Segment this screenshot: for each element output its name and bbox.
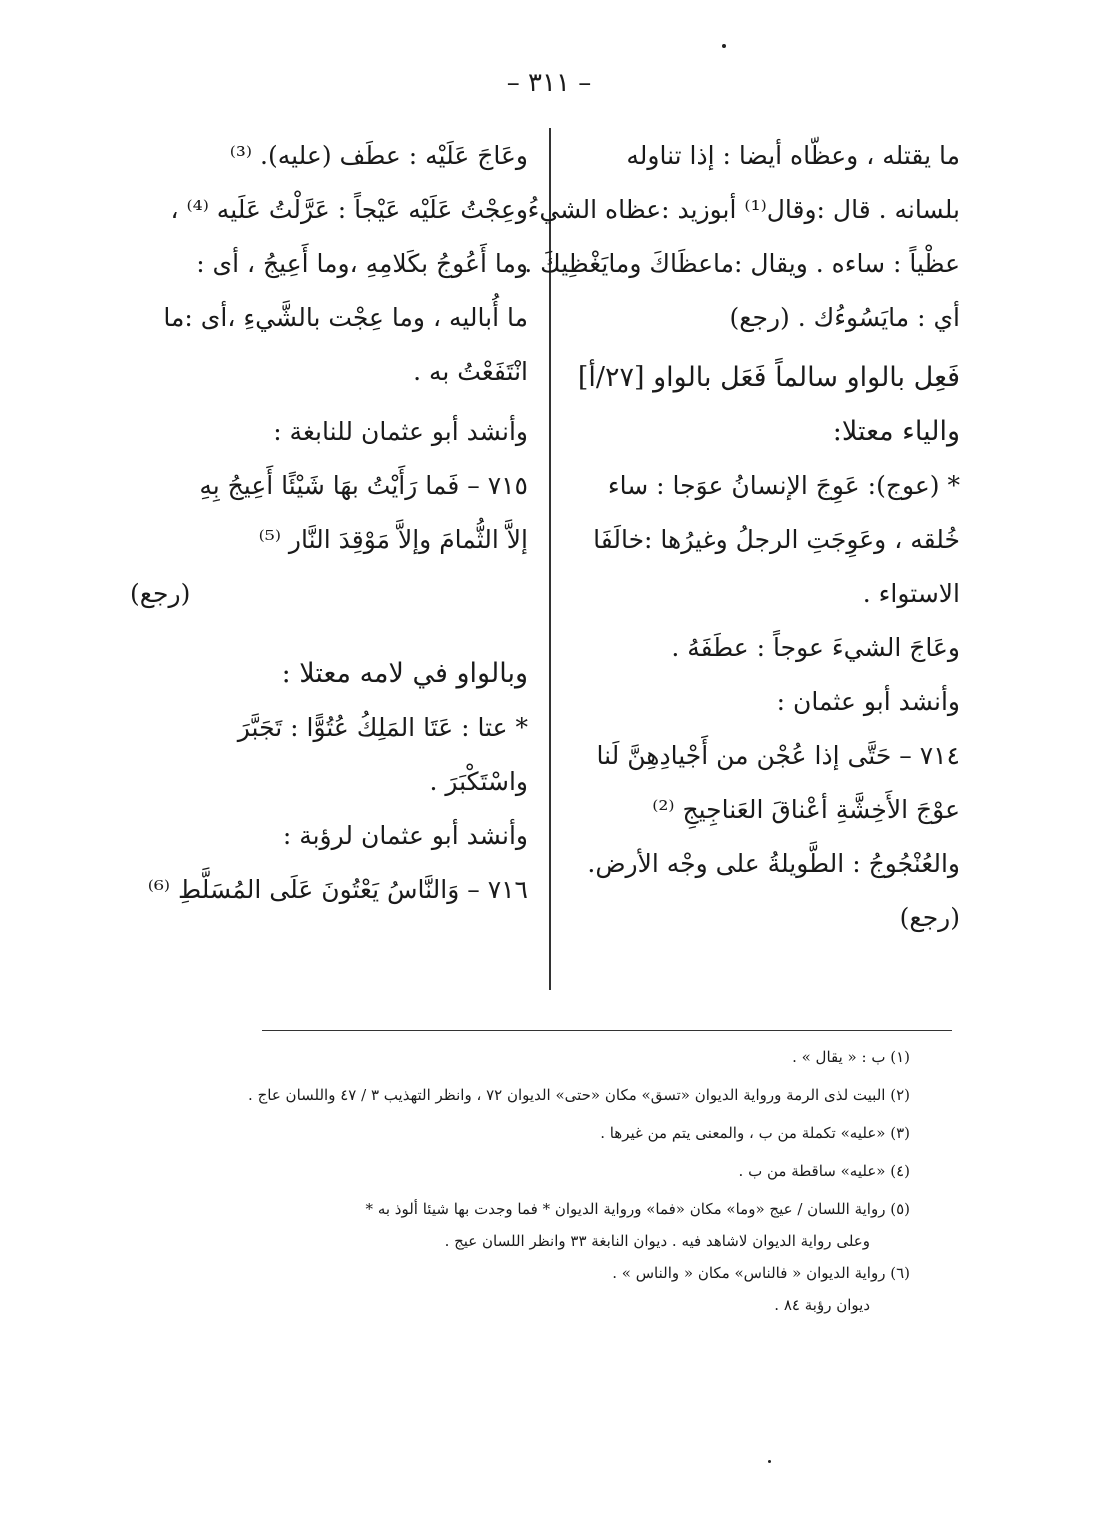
verse-line: إلاَّ الثُّمامَ وإلاَّ مَوْقِدَ النَّار ⁽⁵⁾ [258,525,528,554]
text-line: الاستواء . [862,579,960,608]
verse-line: ٧١٤ – حَتَّى إذا عُجْن من أَجْيادِهِنَّ لَنا [596,741,960,770]
footnote: (٦) رواية الديوان « فالناس» مكان « والناس » . [612,1264,910,1282]
left-column [130,140,528,928]
verse-line: ٧١٥ – فَما رَأَيْتُ بهَا شَيْئًا أَعِيجُ بِهِ [199,471,528,500]
speck-mark [768,1460,771,1463]
speck-mark [722,44,726,48]
footnote-continuation: وعلى رواية الديوان لاشاهد فيه . ديوان النابغة ٣٣ وانظر اللسان عيج . [444,1232,870,1250]
footnote: (٢) البيت لذى الرمة ورواية الديوان «تسق» مكان «حتى» الديوان ٧٢ ، وانظر التهذيب ٣ / ٤٧ واللسان عاج . [248,1086,910,1104]
text-line: وعِجْتُ عَلَيْه عَيْجاً : عَرَّلْتُ عَلَيه ⁽⁴⁾ ، [170,195,528,224]
verse-line: عوْجَ الأَخِشَّةِ أعْناقَ العَناجِيجِ ⁽²⁾ [652,795,960,824]
section-heading: فَعِل بالواو سالماً فَعَل بالواو [٢٧/أ] [577,362,960,393]
text-line: انْتَفَعْتُ به . [413,357,528,386]
text-line: خُلقه ، وعَوِجَتِ الرجلُ وغيرُها :خالَفَا [593,525,960,554]
text-line: وما أَعُوجُ بكَلامِهِ ،وما أَعِيجُ ، أى : [196,249,528,278]
text-line: * عتا : عَتَا المَلِكُ عُتُوًّا : تَجَبَّرَ [237,713,528,742]
return-marker: (رجع) [130,579,191,608]
return-marker: (رجع) [899,903,960,932]
text-line: وأنشد أبو عثمان للنابغة : [273,417,528,446]
text-line: عظْياً : ساءه . ويقال :ماعظَاكَ ومايَغْظِيكَ . [524,249,960,278]
page-number: – ٣١١ – [506,68,592,98]
text-line: ما أُباليه ، وما عِجْت بالشَّيءِ ،أى :ما [163,303,528,332]
text-line: وعَاجَ عَلَيْه : عطَف (عليه). ⁽³⁾ [229,141,528,170]
text-line: أي : مايَسُوءُك . (رجع) [729,303,960,332]
footnote: (٥) رواية اللسان / عيج «وما» مكان «فما» ورواية الديوان * فما وجدت بها شيئا ألوذ به * [365,1200,910,1218]
section-heading: والياء معتلا: [832,416,960,447]
footnote-divider [262,1030,952,1031]
footnote-continuation: ديوان رؤبة ٨٤ . [774,1296,870,1314]
text-line: ما يقتله ، وعظّاه أيضا : إذا تناوله [626,141,960,170]
footnote: (١) ب : « يقال » . [792,1048,910,1066]
section-heading: وبالواو في لامه معتلا : [281,658,528,689]
text-line: بلسانه . قال :وقال⁽¹⁾ أبوزيد :عظاه الشيءُ [527,195,960,224]
text-line: وأنشد أبو عثمان : [776,687,960,716]
footnote: (٣) «عليه» تكملة من ب ، والمعنى يتم من غيرها . [600,1124,910,1142]
footnote: (٤) «عليه» ساقطة من ب . [738,1162,910,1180]
text-line: والعُنْجُوجُ : الطَّويلةُ على وجْه الأرض. [587,849,960,878]
text-line: وأنشد أبو عثمان لرؤبة : [282,821,528,850]
text-line: واسْتَكْبَرَ . [429,767,528,796]
text-line: * (عوج): عَوِجَ الإنسانُ عوَجا : ساء [607,471,960,500]
footnotes [140,1048,910,1328]
right-column [524,140,960,956]
verse-line: ٧١٦ – وَالنَّاسُ يَعْتُونَ عَلَى المُسَلَّطِ ⁽⁶⁾ [147,875,528,904]
text-line: وعَاجَ الشيءَ عوجاً : عطَفَهُ . [671,633,960,662]
